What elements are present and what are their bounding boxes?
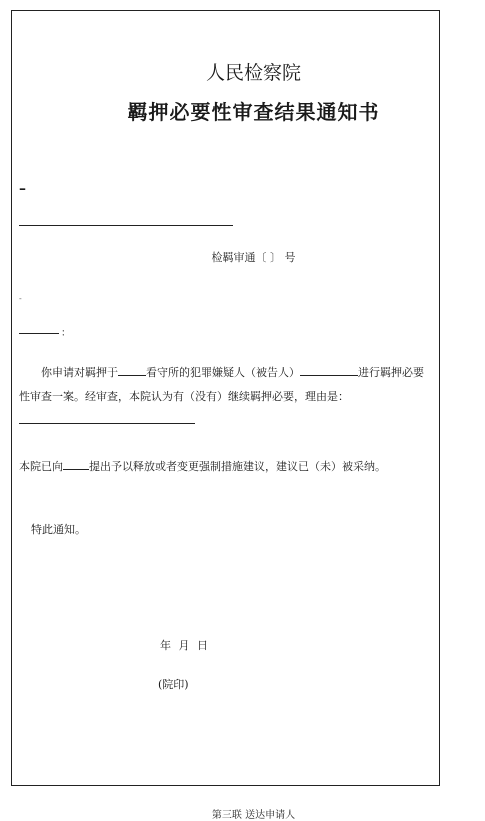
- paragraph1-text-a: 你申请对羁押于: [41, 366, 118, 379]
- addressee-colon: ：: [61, 328, 71, 339]
- addressee-blank: [19, 333, 59, 334]
- suspect-name-blank: [300, 364, 358, 376]
- paragraph2-text-b: 提出予以释放或者变更强制措施建议，建议已（未）被采纳。: [89, 460, 386, 473]
- paragraph1-text-c: 进行羁押必要性审查一案。经审查，本院认为有（没有）继续羁押必要，理由是：: [19, 366, 424, 403]
- paragraph2-text-a: 本院已向: [19, 460, 63, 473]
- organization-title: 人民检察院: [205, 62, 301, 84]
- reason-blank: [19, 412, 195, 424]
- detention-center-blank: [118, 364, 146, 376]
- notice-paragraph-1: [19, 361, 434, 433]
- notice-paragraph-2: [19, 455, 434, 479]
- document-number: 检羁审通〔 〕 号: [211, 251, 296, 264]
- header-blank-line: [19, 225, 233, 226]
- agency-blank: [63, 458, 89, 470]
- closing-text: 特此通知。: [31, 523, 86, 536]
- document-title: 羁押必要性审查结果通知书: [127, 100, 380, 124]
- paragraph1-text-b: 看守所的犯罪嫌疑人（被告人）: [146, 366, 300, 379]
- dot-mark: -: [19, 294, 22, 303]
- date-line: 年 月 日: [160, 639, 210, 652]
- seal-placeholder: (院印): [158, 678, 189, 691]
- dash-mark: –: [19, 181, 26, 197]
- copy-footer: 第三联 送达申请人: [211, 810, 296, 821]
